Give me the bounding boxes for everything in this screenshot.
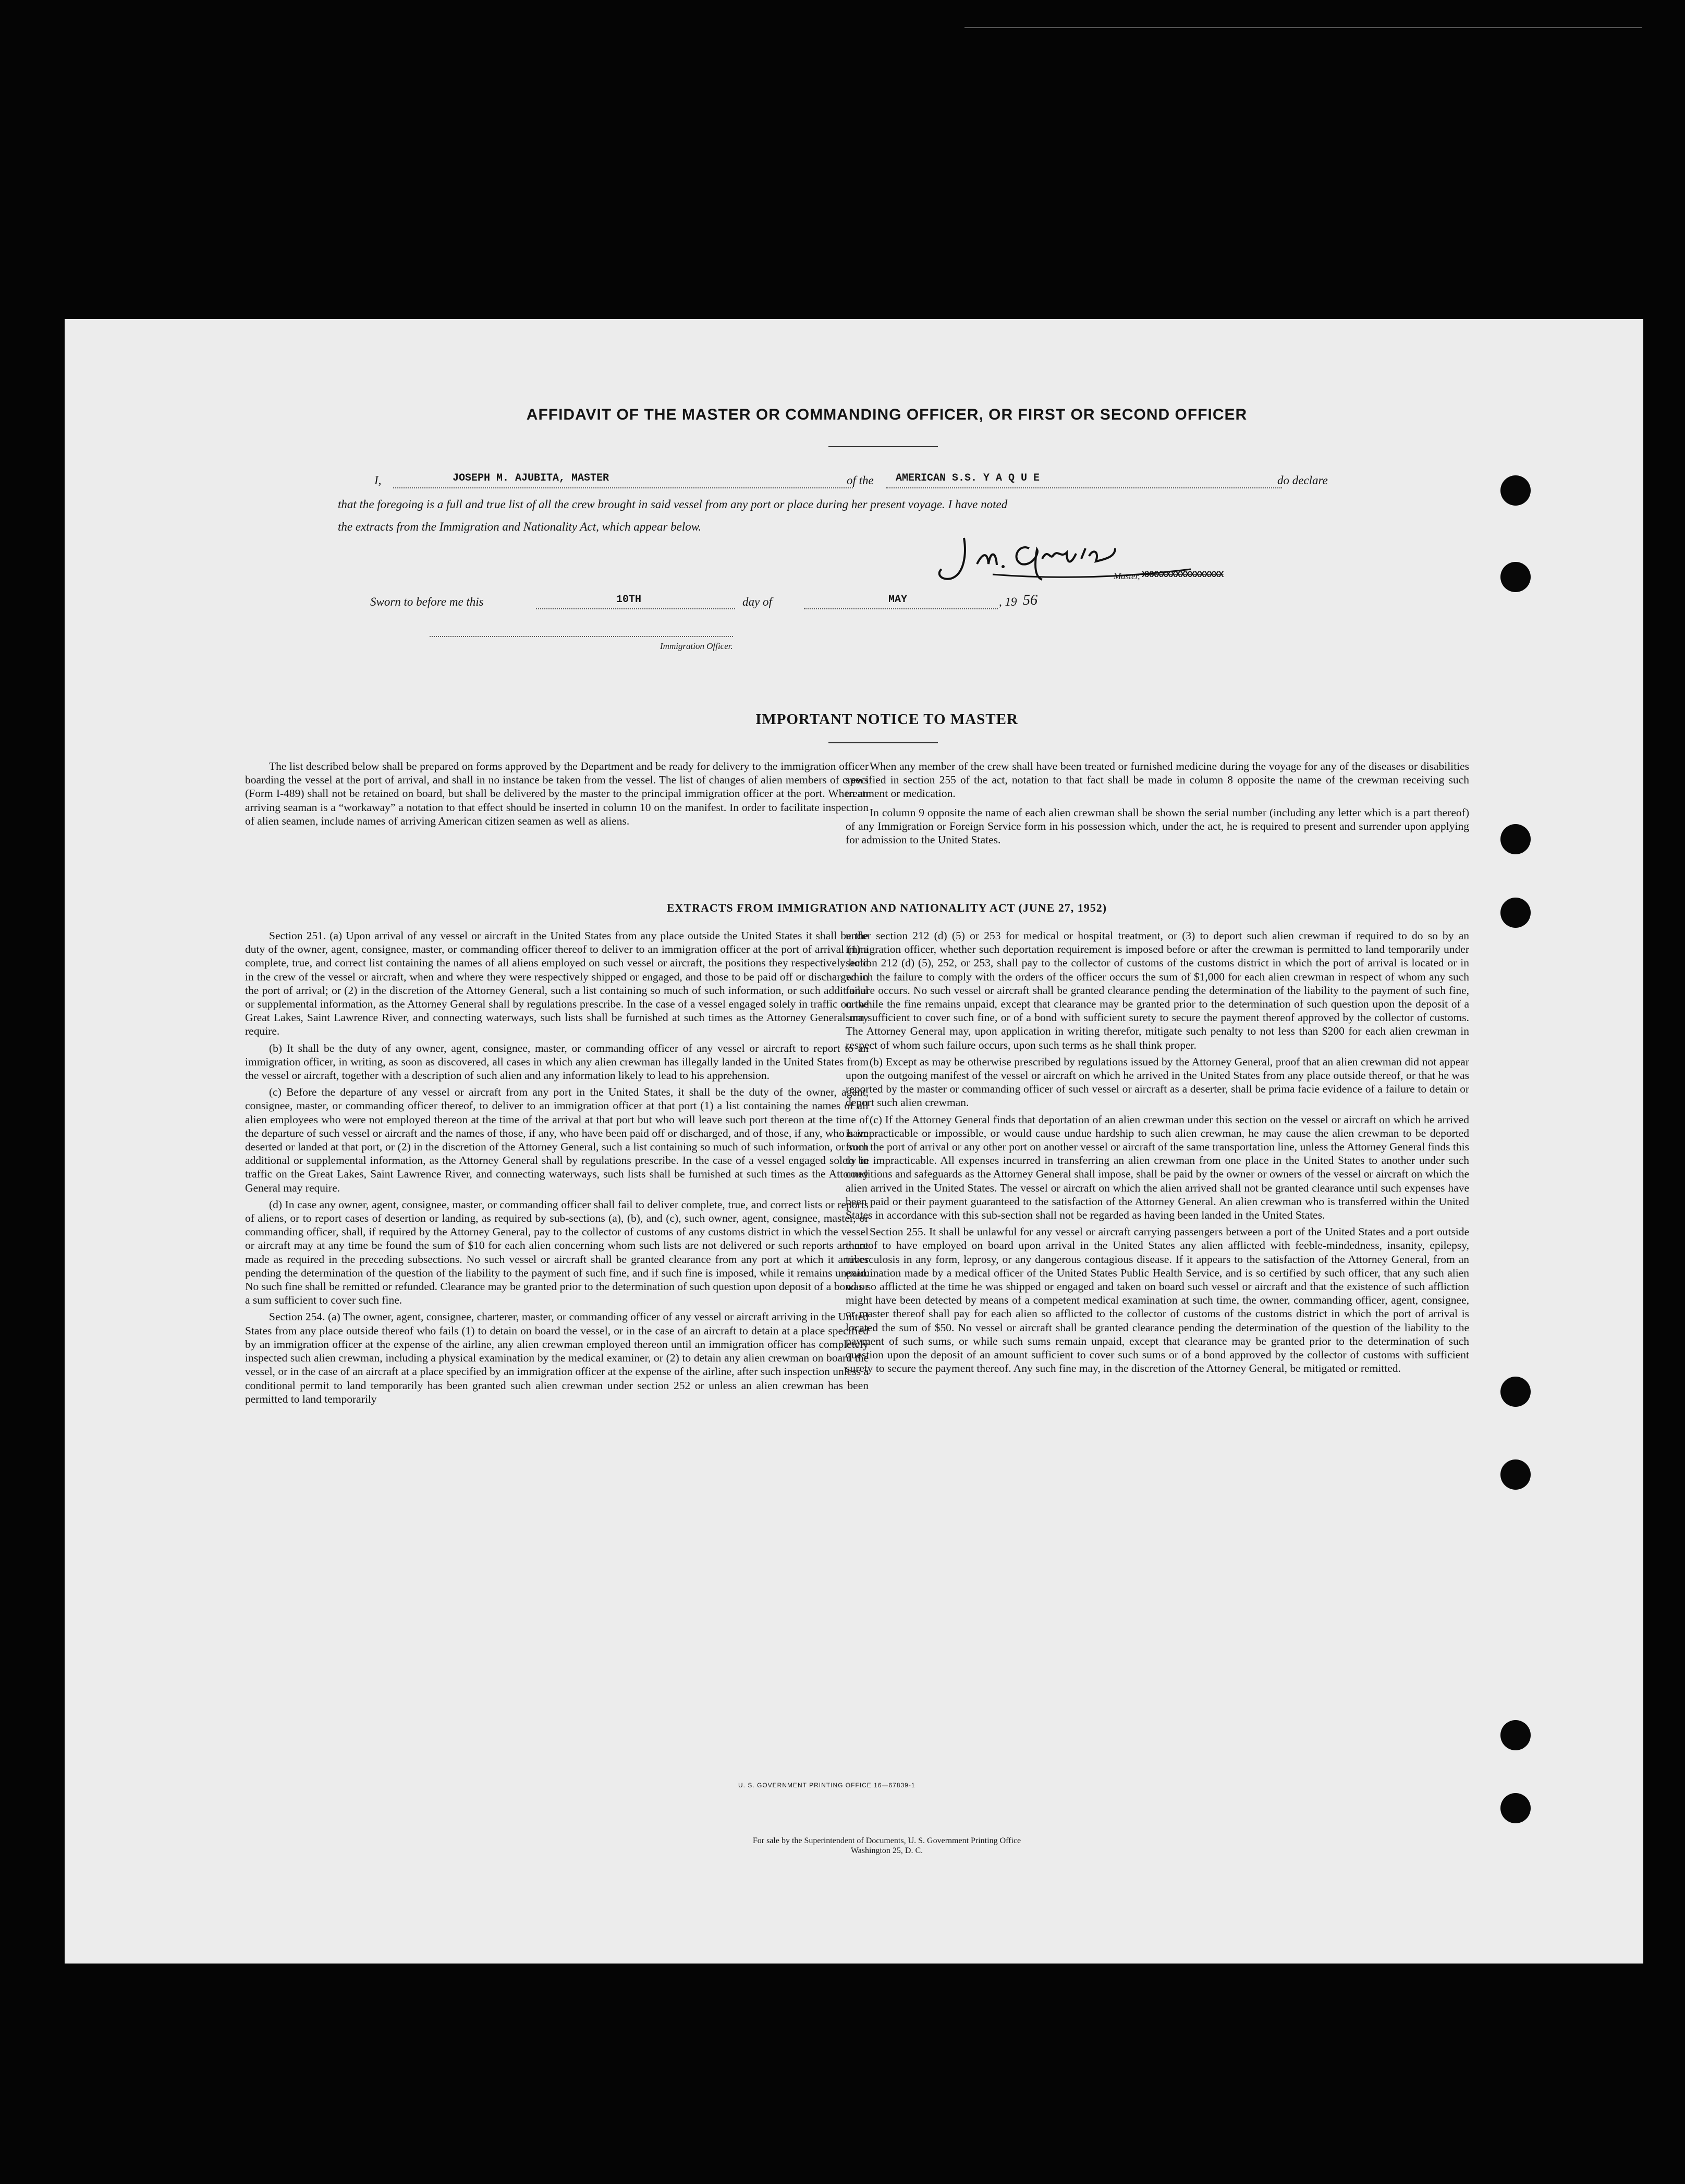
title-rule (828, 446, 938, 447)
officer-signature-line (430, 636, 733, 637)
of-the-label: of the (847, 474, 874, 487)
month-dotted-line (804, 608, 998, 609)
sworn-month-value: MAY (888, 594, 908, 606)
sale-line-1: For sale by the Superintendent of Documents, U. S. Government Printing Office (752, 1836, 1021, 1845)
extracts-right-column (846, 929, 1469, 1376)
immigration-officer-label: Immigration Officer. (660, 641, 733, 651)
sworn-label: Sworn to before me this (370, 595, 484, 608)
sale-notice (65, 1836, 1685, 1856)
declare-label: do declare (1277, 474, 1328, 487)
year-handwritten-value: 56 (1023, 592, 1037, 608)
section-254-a-continued: under section 212 (d) (5) or 253 for medical or hospital treatment, or (3) to deport such alien crewman if required to do so by an immigration officer, whether such deportation requirement is imposed before or after the crewman is permitted to land temporarily under section 212 (d) (5), 252, or 253, shall pay to the collector of customs of the customs district in which the port of arrival is located or in which the failure to comply with the orders of the officer occurs the sum of $1,000 for each alien crewman in respect of whom any such failure occurs. No such vessel or aircraft shall be granted clearance pending the determination of the liability to the payment of such fine, or while the fine remains unpaid, except that clearance may be granted prior to the determination of such question upon the deposit of a sum sufficient to cover such fine, or of a bond with sufficient surety to secure the payment thereof approved by the collector of customs. The Attorney General may, upon application in writing therefor, mitigate such penalty to not less than $200 for each alien crewman in respect of whom such failure occurs, upon such terms as he shall think proper. (846, 929, 1469, 1051)
statement-line-1: that the foregoing is a full and true list of all the crew brought in said vessel from any port or place during her present voyage. I have noted (338, 498, 1008, 511)
punch-hole (1500, 898, 1531, 928)
day-dotted-line (536, 608, 735, 609)
day-of-label: day of (742, 595, 772, 608)
master-signature-image (930, 527, 1295, 585)
punch-hole (1500, 1459, 1531, 1490)
section-254-a: Section 254. (a) The owner, agent, consignee, charterer, master, or commanding officer of any vessel or aircraft arriving in the United States from any place outside thereof who fails (1) to detain on board the vessel, or in the case of an aircraft to detain at a place specified by an immigration officer at the expense of the airline, any alien crewman employed thereon until an immigration officer has completely inspected such alien crewman, including a physical examination by the medical examiner, or (2) to detain any alien crewman on board the vessel, or in the case of an aircraft at a place specified by an immigration officer at the expense of the airline, after such inspection unless a conditional permit to land temporarily has been granted such alien crewman under section 252 or unless an alien crewman has been permitted to land temporarily (245, 1310, 869, 1405)
section-251-a: Section 251. (a) Upon arrival of any vessel or aircraft in the United States from any place outside the United States it shall be the duty of the owner, agent, consignee, master, or commanding officer thereof to deliver to an immigration officer at the port of arrival (1) a complete, true, and correct list containing the names of all aliens employed on such vessel or aircraft, the positions they respectively hold in the crew of the vessel or aircraft, when and where they were respectively shipped or engaged, and those to be paid off or discharged in the port of arrival; or (2) in the discretion of the Attorney General, such a list containing so much of such information, or such additional or supplemental information, as the Attorney General shall by regulations prescribe. In the case of a vessel engaged solely in traffic on the Great Lakes, Saint Lawrence River, and connecting waterways, such lists shall be furnished at such times as the Attorney General may require. (245, 929, 869, 1038)
section-251-b: (b) It shall be the duty of any owner, agent, consignee, master, or commanding officer of any vessel or aircraft to report to an immigration officer, in writing, as soon as discovered, all cases in which any alien crewman has illegally landed in the United States from the vessel or aircraft, together with a description of such alien and any information likely to lead to his apprehension. (245, 1041, 869, 1082)
notice-title: IMPORTANT NOTICE TO MASTER (755, 711, 1018, 728)
master-label: Master, (1114, 571, 1140, 581)
notice-right-paragraph-2: In column 9 opposite the name of each alien crewman shall be shown the serial number (including any letter which is a part thereof) of any Immigration or Foreign Service form in his possession which, under the act, he is required to present and surrender upon applying for admission to the United States. (846, 806, 1469, 846)
punch-hole (1500, 1377, 1531, 1407)
scan-artifact-line (964, 27, 1642, 28)
vessel-dotted-line (886, 487, 1282, 488)
notice-left-paragraph: The list described below shall be prepared on forms approved by the Department and be ready for delivery to the immigration officer boarding the vessel at the port of arrival, and shall in no instance be taken from the vessel. The list of changes of alien members of crews (Form I-489) shall not be retained on board, but shall be delivered by the master to the principal immigration officer at the port. When an arriving seaman is a “workaway” a notation to that effect should be inserted in column 10 on the manifest. In order to facilitate inspection of alien seamen, include names of arriving American citizen seamen as well as aliens. (245, 760, 869, 827)
punch-hole (1500, 562, 1531, 592)
i-label: I, (374, 474, 382, 487)
punch-hole (1500, 1793, 1531, 1823)
section-254-b: (b) Except as may be otherwise prescribed by regulations issued by the Attorney General, proof that an alien crewman did not appear upon the outgoing manifest of the vessel or aircraft on which he arrived in the United States from any place outside thereof, or that he was reported by the master or commanding officer of such vessel or aircraft as a deserter, shall be prima facie evidence of a failure to detain or deport such alien crewman. (846, 1055, 1469, 1109)
affidavit-title: AFFIDAVIT OF THE MASTER OR COMMANDING OFFICER, OR FIRST OR SECOND OFFICER (526, 406, 1248, 423)
punch-hole (1500, 824, 1531, 854)
section-254-c: (c) If the Attorney General finds that deportation of an alien crewman under this section on the vessel or aircraft on which he arrived is impracticable or impossible, or would cause undue hardship to such alien crewman, he may cause the alien crewman to be deported from the port of arrival or any other port on another vessel or aircraft of the same transportation line, unless the Attorney General finds this to be impracticable. All expenses incurred in transferring an alien crewman from one place in the United States to another under such conditions and safeguards as the Attorney General shall impose, shall be paid by the owner or owners of the vessel or aircraft on which the alien arrived in the United States. The vessel or aircraft on which the alien arrived shall not be granted clearance until such expenses have been paid or their payment guaranteed to the satisfaction of the Attorney General. An alien crewman who is transferred within the United States in accordance with this sub-section shall not be regarded as having been landed in the United States. (846, 1113, 1469, 1222)
vessel-name-value: AMERICAN S.S. Y A Q U E (896, 472, 1040, 484)
name-dotted-line (393, 487, 853, 488)
extracts-left-column (245, 929, 869, 1406)
section-255: Section 255. It shall be unlawful for any vessel or aircraft carrying passengers between a port of the United States and a port outside thereof to have employed on board upon arrival in the United States any alien afflicted with feeble-mindedness, insanity, epilepsy, tuberculosis in any form, leprosy, or any dangerous contagious disease. If it appears to the satisfaction of the Attorney General, from an examination made by a medical officer of the United States Public Health Service, and is so certified by such officer, that any such alien was so afflicted at the time he was shipped or engaged and taken on board such vessel or aircraft and that the existence of such affliction might have been detected by means of a competent medical examination at such time, the owner, commanding officer, agent, consignee, or master thereof shall pay for each alien so afflicted to the collector of customs of the customs district in which the port of arrival is located the sum of $50. No vessel or aircraft shall be granted clearance pending the determination of the question of the liability to the payment of such sums, or while such sums remain unpaid, except that clearance may be granted prior to the determination of such question upon the deposit of an amount sufficient to cover such sums or of a bond approved by the collector of customs with sufficient surety to secure the payment thereof. Any such fine may, in the discretion of the Attorney General, be mitigated or remitted. (846, 1225, 1469, 1375)
extracts-title: EXTRACTS FROM IMMIGRATION AND NATIONALITY ACT (JUNE 27, 1952) (666, 901, 1107, 914)
notice-rule (828, 742, 938, 743)
master-name-value: JOSEPH M. AJUBITA, MASTER (453, 472, 609, 484)
year-prefix: , 19 (999, 595, 1017, 608)
notice-left-column (245, 759, 869, 828)
punch-hole (1500, 1720, 1531, 1750)
affidavit-page (65, 319, 1643, 1964)
gpo-imprint: U. S. GOVERNMENT PRINTING OFFICE 16—67839-1 (738, 1782, 915, 1789)
sworn-day-value: 10TH (616, 594, 642, 606)
punch-hole (1500, 475, 1531, 506)
section-251-d: (d) In case any owner, agent, consignee, master, or commanding officer shall fail to deliver complete, true, and correct lists or reports of aliens, or to report cases of desertion or landing, as required by sub-sections (a), (b), and (c), such owner, agent, consignee, master, or commanding officer, shall, if required by the Attorney General, pay to the collector of customs of any customs district in which the vessel or aircraft may at any time be found the sum of $10 for each alien concerning whom such lists are not delivered or such reports are not made as required in the preceding subsections. No such vessel or aircraft shall be granted clearance from any port at which it arrives pending the determination of the question of the liability to the payment of such fine, and if such fine is imposed, while it remains unpaid. No such fine shall be remitted or refunded. Clearance may be granted prior to the determination of such question upon deposit of a bond or a sum sufficient to cover such fine. (245, 1198, 869, 1307)
notice-right-paragraph-1: When any member of the crew shall have been treated or furnished medicine during the voyage for any of the diseases or disabilities specified in section 255 of the act, notation to that fact shall be made in column 8 opposite the name of the crewman receiving such treatment or medication. (846, 760, 1469, 800)
statement-line-2: the extracts from the Immigration and Nationality Act, which appear below. (338, 520, 702, 533)
section-251-c: (c) Before the departure of any vessel or aircraft from any port in the United States, it shall be the duty of the owner, agent, consignee, master, or commanding officer thereof, to deliver to an immigration officer at that port (1) a list containing the names of all alien employees who were not employed thereon at the time of the arrival at that port but who will leave such port thereon at the time of the departure of such vessel or aircraft and the names of those, if any, who have been paid off or discharged, and of those, if any, who have deserted or landed at that port, or (2) in the discretion of the Attorney General, such a list containing so much of such information, or such additional or supplemental information, as the Attorney General shall by regulations prescribe. In the case of a vessel engaged solely in traffic on the Great Lakes, Saint Lawrence River, and connecting waterways, such lists shall be furnished at such times as the Attorney General may require. (245, 1086, 869, 1194)
sale-line-2: Washington 25, D. C. (850, 1846, 923, 1855)
struck-officer-title: XXXXXXXXXXXXXXXXX (1142, 570, 1224, 580)
notice-right-column (846, 759, 1469, 846)
